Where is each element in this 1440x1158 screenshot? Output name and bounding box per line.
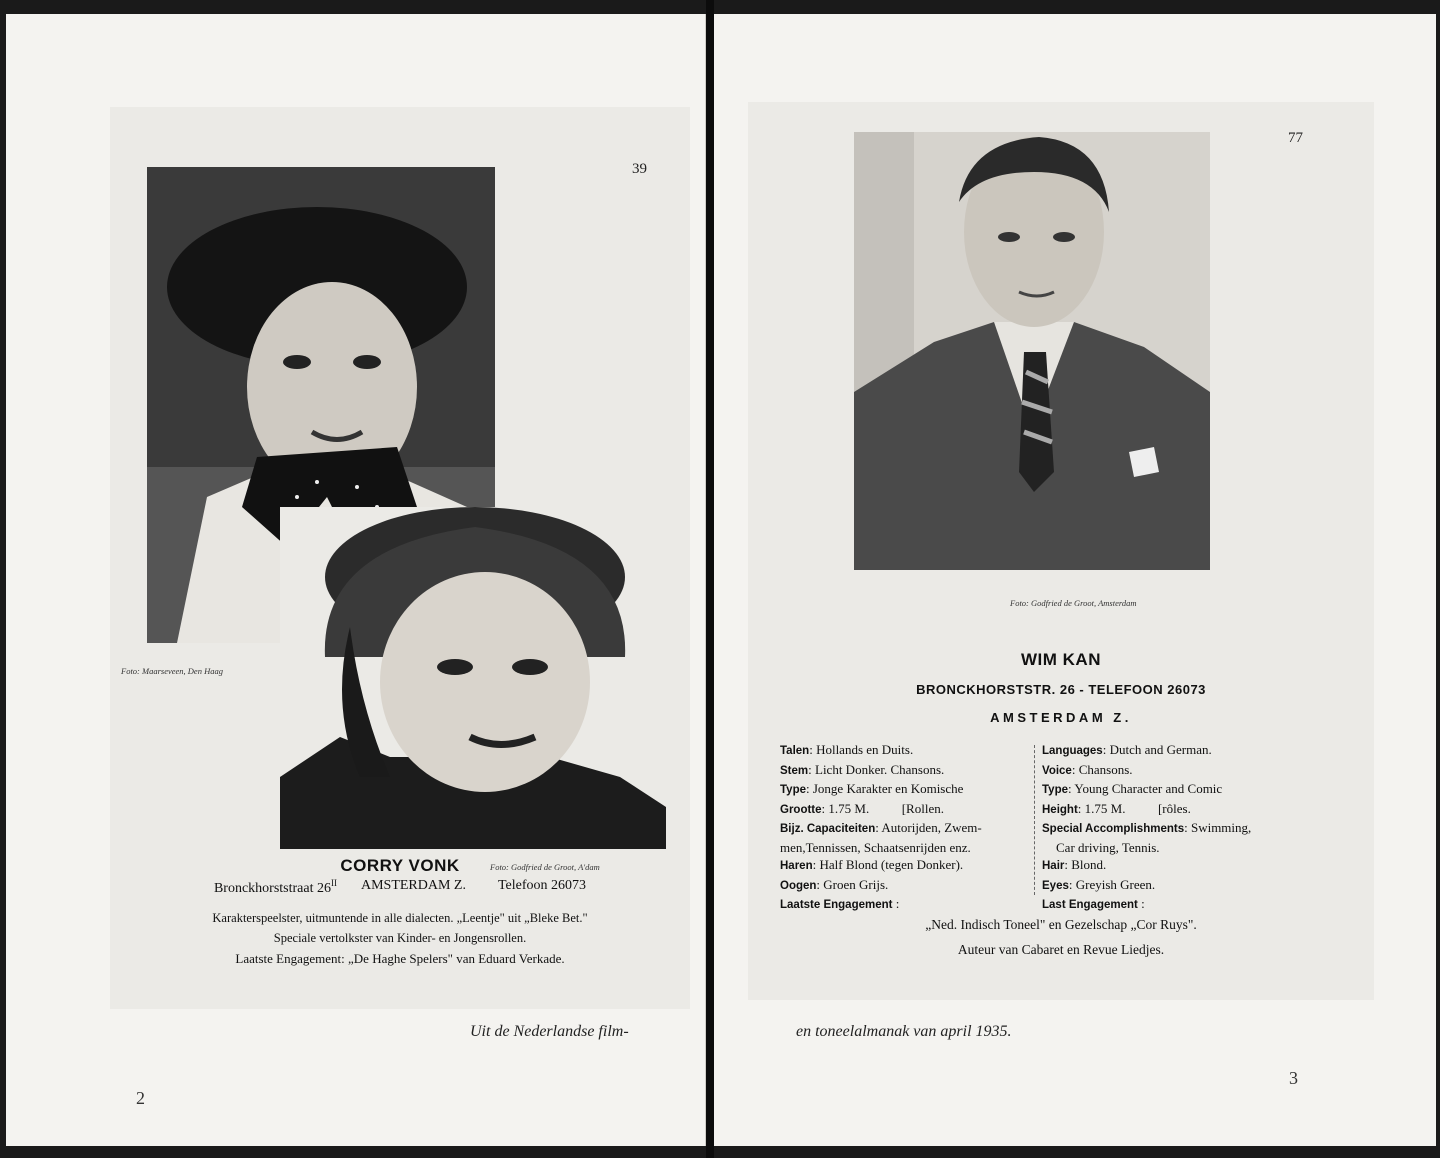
- folio-right: 3: [1289, 1068, 1298, 1088]
- field-row: Stem: Licht Donker. Chansons.: [780, 761, 945, 777]
- author-line: Auteur van Cabaret en Revue Liedjes.: [957, 942, 1165, 957]
- caption-right: en toneelalmanak van april 1935.: [796, 1023, 1012, 1040]
- field-row: Haren: Half Blond (tegen Donker).: [780, 857, 964, 872]
- address-street: Bronckhorststraat 26: [213, 880, 331, 896]
- description-line-2: Speciale vertolkster van Kinder- en Jongensrollen.: [273, 931, 527, 945]
- field-row-continued: men,Tennissen, Schaatsenrijden enz.: [780, 839, 971, 855]
- field-row: Special Accomplishments: Swimming,: [1042, 820, 1252, 835]
- wim-kan-plate: [748, 102, 1374, 1000]
- field-row: Oogen: Groen Grijs.: [780, 876, 889, 892]
- corry-vonk-plate: [110, 107, 690, 1009]
- field-row: Languages: Dutch and German.: [1042, 742, 1212, 757]
- field-row: Type: Jonge Karakter en Komische: [780, 781, 964, 796]
- left-page: [6, 14, 706, 1146]
- engagement-line: „Ned. Indisch Toneel" en Gezelschap „Cor Ruys".: [925, 917, 1197, 932]
- portrait-photo-man: [854, 132, 1210, 570]
- field-row: Hair: Blond.: [1042, 857, 1107, 872]
- field-row: Eyes: Greyish Green.: [1042, 876, 1156, 892]
- field-row: Grootte: 1.75 M. [Rollen.: [780, 800, 944, 816]
- dutch-fields: [780, 741, 1030, 915]
- field-row-continued: Car driving, Tennis.: [1056, 839, 1160, 855]
- english-fields: [1042, 741, 1302, 915]
- plate-number: 39: [632, 161, 647, 177]
- description-line-1: Karakterspeelster, uitmuntende in alle dialecten. „Leentje" uit „Bleke Bet.": [212, 911, 588, 925]
- address-city: AMSTERDAM Z.: [990, 710, 1132, 725]
- field-row: Laatste Engagement :: [780, 896, 900, 911]
- description-line-3: Laatste Engagement: „De Haghe Spelers" van Eduard Verkade.: [235, 951, 565, 966]
- folio-left: 2: [136, 1088, 145, 1108]
- actor-name: CORRY VONK: [340, 856, 460, 875]
- address-line: BRONCKHORSTSTR. 26 - TELEFOON 26073: [916, 682, 1206, 697]
- photo-credit-top: Foto: Maarseveen, Den Haag: [121, 666, 223, 676]
- address-street-sup: II: [330, 878, 337, 888]
- photo-credit: Foto: Godfried de Groot, Amsterdam: [1010, 598, 1137, 608]
- field-row: Last Engagement :: [1042, 896, 1145, 911]
- book-gutter: [706, 0, 714, 1158]
- caption-left: Uit de Nederlandse film-: [470, 1023, 629, 1040]
- field-row: Bijz. Capaciteiten: Autorijden, Zwem-: [780, 820, 982, 835]
- field-row: Voice: Chansons.: [1042, 761, 1133, 777]
- address-line: [110, 878, 690, 897]
- portrait-photo-cap-girl: [280, 507, 666, 849]
- field-row: Talen: Hollands en Duits.: [780, 742, 914, 757]
- field-row: Type: Young Character and Comic: [1042, 781, 1223, 796]
- photo-credit-bottom: Foto: Godfried de Groot, A'dam: [490, 862, 600, 872]
- column-divider: [1034, 745, 1035, 895]
- field-row: Height: 1.75 M. [rôles.: [1042, 800, 1191, 816]
- address-phone: Telefoon 26073: [497, 878, 587, 893]
- address-city: AMSTERDAM Z.: [360, 878, 466, 893]
- actor-name: WIM KAN: [1021, 650, 1101, 669]
- right-page: [714, 14, 1436, 1146]
- plate-number: 77: [1288, 130, 1303, 146]
